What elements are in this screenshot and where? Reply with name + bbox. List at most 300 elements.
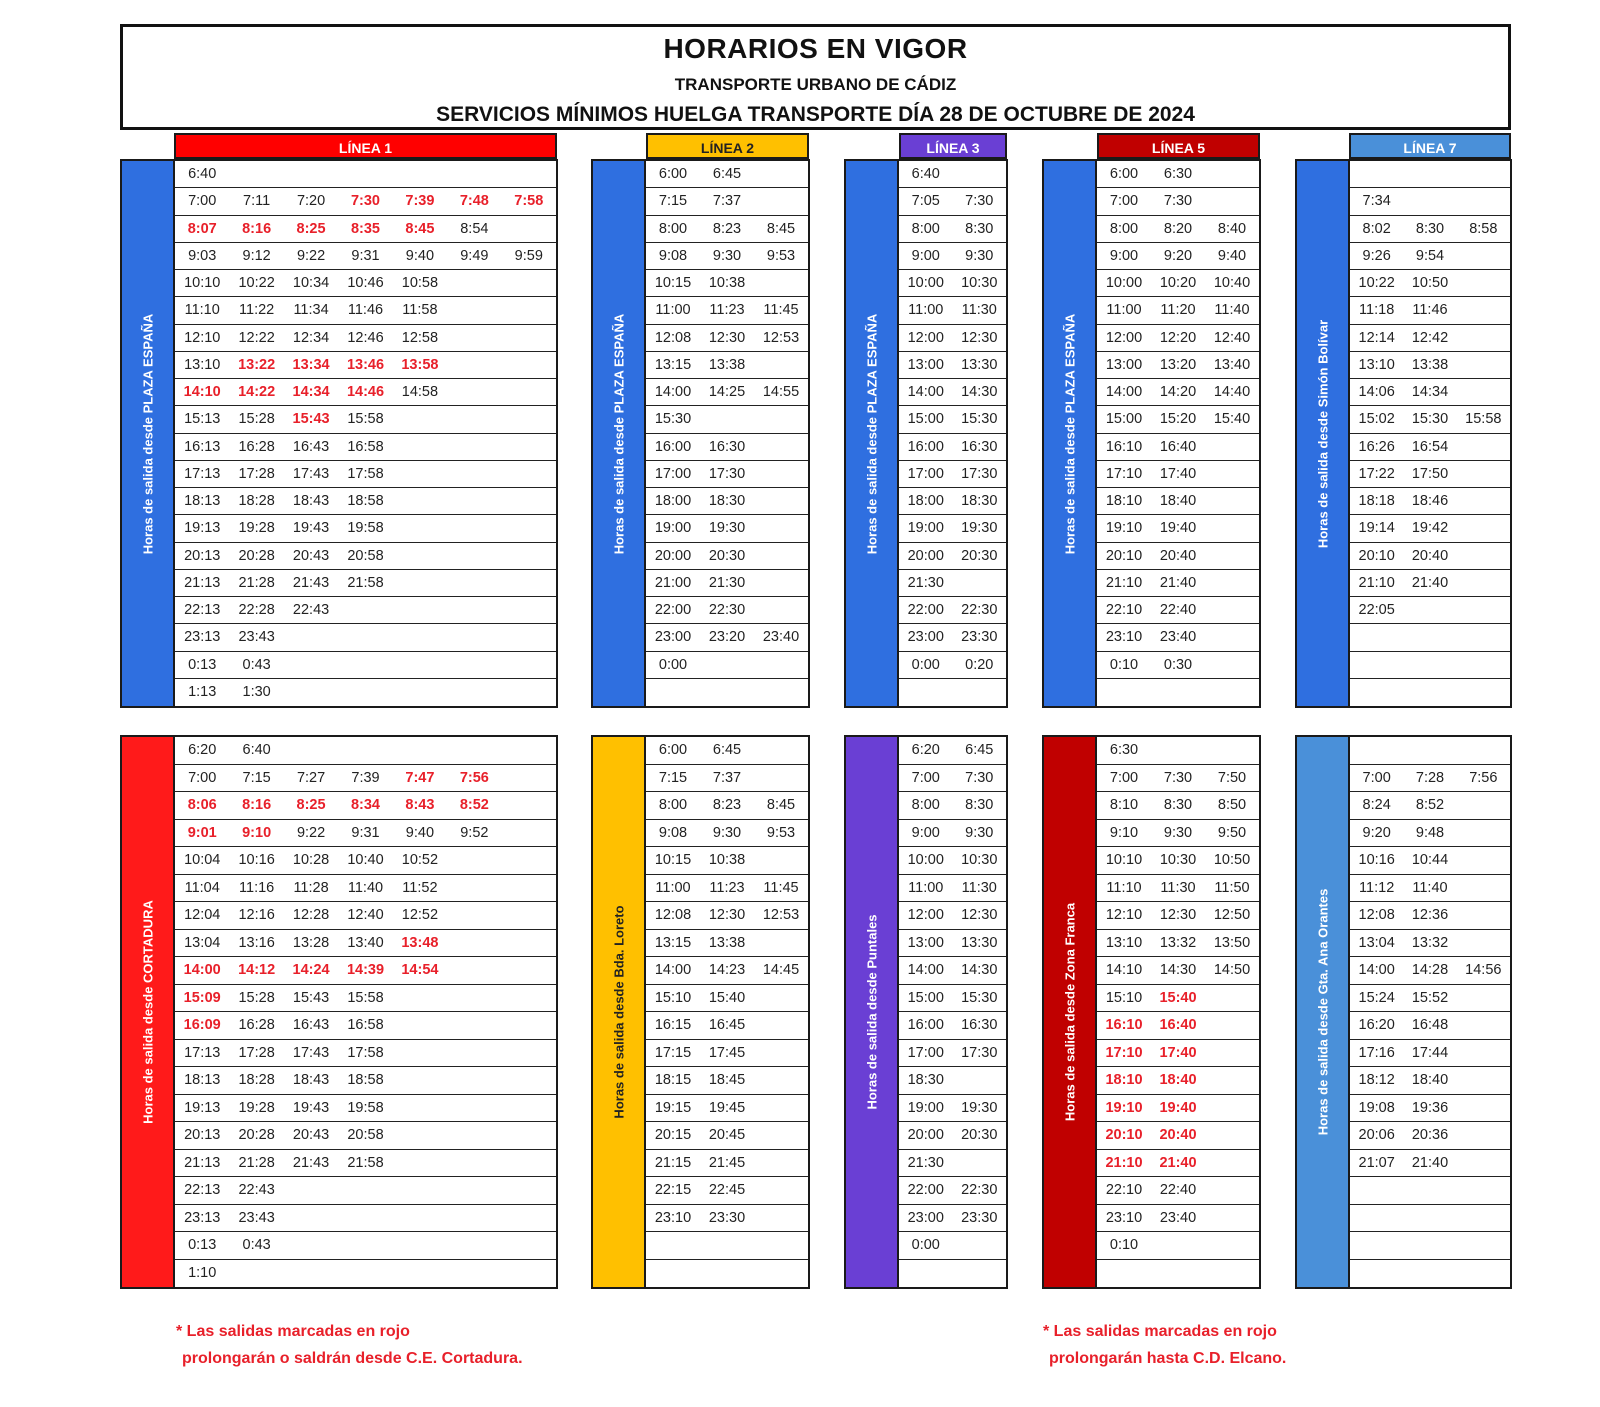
departure-time: 15:40 xyxy=(1159,989,1197,1006)
departure-time: 9:31 xyxy=(351,824,380,841)
departure-time: 9:03 xyxy=(188,247,217,264)
departure-time: 6:45 xyxy=(712,742,742,759)
departure-time: 20:13 xyxy=(184,1127,221,1144)
table-row xyxy=(175,570,556,597)
table-row xyxy=(175,985,556,1013)
departure-time: 12:04 xyxy=(184,907,221,924)
table-row xyxy=(175,379,556,406)
table-row xyxy=(646,737,808,765)
note-left-line1: * Las salidas marcadas en rojo xyxy=(176,1323,410,1340)
departure-time: 9:30 xyxy=(965,824,994,841)
departure-time: 17:13 xyxy=(184,1044,221,1061)
table-row xyxy=(175,1177,556,1205)
table-row xyxy=(1350,570,1510,597)
table-row xyxy=(1097,765,1259,793)
line-label-text: LÍNEA 3 xyxy=(926,140,980,156)
departure-time: 12:20 xyxy=(1159,329,1197,346)
departure-time: 22:30 xyxy=(961,1182,998,1199)
departure-time: 10:44 xyxy=(1411,852,1449,869)
departure-time: 11:23 xyxy=(709,302,745,319)
departure-time: 17:10 xyxy=(1105,1044,1143,1061)
departure-time: 12:53 xyxy=(762,329,800,346)
departure-time: 19:40 xyxy=(1159,520,1197,537)
table-row xyxy=(899,270,1006,297)
departure-time: 12:30 xyxy=(961,907,998,924)
table-row xyxy=(1350,930,1510,958)
table-row xyxy=(1097,352,1259,379)
departure-time: 16:20 xyxy=(1358,1017,1395,1034)
table-row xyxy=(646,461,808,488)
departure-time: 19:14 xyxy=(1358,520,1395,537)
departure-time: 23:00 xyxy=(654,629,692,646)
table-row xyxy=(1350,597,1510,624)
departure-time: 14:55 xyxy=(762,384,800,401)
departure-time: 11:10 xyxy=(1106,879,1142,896)
table-row xyxy=(899,737,1006,765)
schedule-table xyxy=(897,159,1008,708)
departure-time: 7:30 xyxy=(965,769,994,786)
departure-time: 20:58 xyxy=(347,547,384,564)
departure-time: 8:16 xyxy=(242,220,272,237)
departure-time: 13:38 xyxy=(708,356,746,373)
departure-time: 17:30 xyxy=(708,465,746,482)
departure-time: 15:58 xyxy=(347,411,384,428)
departure-time: 17:10 xyxy=(1105,465,1143,482)
departure-time: 7:50 xyxy=(1217,769,1247,786)
table-row xyxy=(175,352,556,379)
departure-time: 18:43 xyxy=(292,1072,330,1089)
departure-time: 18:40 xyxy=(1159,1072,1197,1089)
table-row xyxy=(175,1040,556,1068)
table-row xyxy=(899,1095,1006,1123)
departure-time: 19:10 xyxy=(1105,520,1143,537)
schedule-table xyxy=(1095,159,1261,708)
departure-time: 18:40 xyxy=(1159,493,1197,510)
departure-time: 13:00 xyxy=(907,356,944,373)
departure-time: 19:43 xyxy=(292,520,330,537)
departure-time: 15:09 xyxy=(183,989,221,1006)
table-row xyxy=(1097,792,1259,820)
table-row xyxy=(646,765,808,793)
departure-time: 7:28 xyxy=(1415,769,1445,786)
table-row xyxy=(646,1122,808,1150)
departure-time: 7:00 xyxy=(188,769,217,786)
departure-time: 8:00 xyxy=(1109,220,1139,237)
table-row xyxy=(646,352,808,379)
departure-time: 20:40 xyxy=(1411,547,1449,564)
departure-time: 13:16 xyxy=(238,934,275,951)
table-row xyxy=(1097,188,1259,215)
departure-time: 17:13 xyxy=(184,465,221,482)
departure-time: 16:26 xyxy=(1358,438,1395,455)
departure-time: 19:13 xyxy=(184,520,221,537)
departure-time: 11:00 xyxy=(655,879,691,896)
departure-time: 16:28 xyxy=(238,1017,275,1034)
departure-time: 13:38 xyxy=(1411,356,1449,373)
table-row xyxy=(1097,624,1259,651)
departure-time: 13:40 xyxy=(1213,356,1251,373)
departure-time: 9:10 xyxy=(1109,824,1139,841)
departure-time: 0:13 xyxy=(188,1237,217,1254)
table-row xyxy=(1350,434,1510,461)
table-row xyxy=(899,765,1006,793)
departure-time: 22:40 xyxy=(1159,602,1197,619)
departure-time: 13:10 xyxy=(1105,934,1143,951)
departure-time: 18:13 xyxy=(184,493,221,510)
departure-time: 10:46 xyxy=(347,275,384,292)
departure-time: 14:22 xyxy=(238,384,276,401)
line-label-7 xyxy=(1349,133,1511,159)
departure-time: 17:30 xyxy=(961,465,998,482)
table-row xyxy=(646,379,808,406)
departure-time: 23:00 xyxy=(907,629,944,646)
departure-time: 15:30 xyxy=(654,411,692,428)
departure-time: 13:04 xyxy=(184,934,221,951)
departure-time: 23:30 xyxy=(961,1209,998,1226)
departure-time: 19:40 xyxy=(1159,1099,1197,1116)
departure-time: 13:40 xyxy=(347,934,384,951)
table-row xyxy=(1350,352,1510,379)
panel-l3-top xyxy=(844,159,1008,708)
departure-time: 17:15 xyxy=(654,1044,692,1061)
departure-time: 7:20 xyxy=(296,193,326,210)
table-row xyxy=(899,1012,1006,1040)
table-row xyxy=(1097,597,1259,624)
table-row xyxy=(175,652,556,679)
departure-point-bar xyxy=(120,735,175,1289)
departure-time: 13:22 xyxy=(238,356,276,373)
departure-time: 17:40 xyxy=(1159,1044,1197,1061)
departure-time: 21:40 xyxy=(1411,574,1449,591)
departure-time: 12:36 xyxy=(1411,907,1449,924)
departure-time: 6:20 xyxy=(188,742,217,759)
departure-time: 12:58 xyxy=(401,329,439,346)
departure-time: 9:31 xyxy=(351,247,380,264)
departure-time: 12:53 xyxy=(762,907,800,924)
table-row xyxy=(175,243,556,270)
departure-time: 20:30 xyxy=(708,547,746,564)
departure-time: 11:40 xyxy=(1412,879,1448,896)
departure-time: 23:10 xyxy=(654,1209,692,1226)
departure-time: 16:48 xyxy=(1411,1017,1449,1034)
departure-time: 7:47 xyxy=(405,769,435,786)
table-row xyxy=(1097,847,1259,875)
departure-time: 6:00 xyxy=(1109,166,1139,183)
table-row xyxy=(899,792,1006,820)
departure-time: 10:38 xyxy=(708,275,746,292)
panel-l3-bot xyxy=(844,735,1008,1289)
departure-time: 10:52 xyxy=(401,852,439,869)
departure-time: 10:10 xyxy=(184,275,221,292)
table-row xyxy=(1097,1122,1259,1150)
departure-time: 18:28 xyxy=(238,493,275,510)
table-row xyxy=(175,875,556,903)
departure-time: 6:45 xyxy=(965,742,994,759)
departure-time: 7:15 xyxy=(658,193,688,210)
departure-time: 21:43 xyxy=(292,574,330,591)
departure-time: 20:15 xyxy=(654,1127,692,1144)
departure-time: 7:58 xyxy=(514,193,544,210)
table-row xyxy=(646,161,808,188)
departure-time: 13:15 xyxy=(654,356,692,373)
departure-time: 6:40 xyxy=(242,742,271,759)
departure-time: 16:43 xyxy=(292,1017,330,1034)
table-row xyxy=(1097,1232,1259,1260)
departure-time: 10:10 xyxy=(1105,852,1143,869)
departure-time: 17:22 xyxy=(1358,465,1395,482)
departure-time: 7:37 xyxy=(712,769,742,786)
departure-time: 9:00 xyxy=(1109,247,1139,264)
table-row xyxy=(175,161,556,188)
departure-time: 8:45 xyxy=(405,220,435,237)
departure-time: 15:52 xyxy=(1411,989,1449,1006)
departure-time: 9:52 xyxy=(460,824,489,841)
departure-time: 23:30 xyxy=(708,1209,746,1226)
departure-time: 15:30 xyxy=(961,989,998,1006)
table-row xyxy=(646,902,808,930)
departure-time: 11:04 xyxy=(184,879,220,896)
departure-time: 9:00 xyxy=(911,824,940,841)
departure-time: 20:06 xyxy=(1358,1127,1395,1144)
departure-time: 12:30 xyxy=(1159,907,1197,924)
line-label-5 xyxy=(1097,133,1260,159)
departure-time: 10:38 xyxy=(708,852,746,869)
departure-time: 18:58 xyxy=(347,1072,384,1089)
departure-time: 16:15 xyxy=(654,1017,692,1034)
departure-time: 7:00 xyxy=(911,769,940,786)
departure-time: 8:20 xyxy=(1163,220,1193,237)
table-row xyxy=(175,270,556,297)
table-row xyxy=(175,216,556,243)
departure-time: 14:00 xyxy=(907,962,944,979)
departure-time: 12:08 xyxy=(654,907,692,924)
departure-time: 15:28 xyxy=(238,411,275,428)
table-row xyxy=(175,1012,556,1040)
table-row xyxy=(646,875,808,903)
departure-time: 17:30 xyxy=(961,1044,998,1061)
departure-time: 7:39 xyxy=(351,769,380,786)
table-row xyxy=(899,434,1006,461)
table-row xyxy=(1350,188,1510,215)
departure-time: 8:25 xyxy=(296,797,326,814)
line-label-text: LÍNEA 5 xyxy=(1151,140,1206,156)
table-row xyxy=(1097,679,1259,706)
departure-time: 14:34 xyxy=(1411,384,1449,401)
departure-point-label: Horas de salida desde Zona Franca xyxy=(1062,902,1077,1122)
departure-time: 19:28 xyxy=(238,1099,275,1116)
departure-time: 14:20 xyxy=(1159,384,1197,401)
departure-time: 7:27 xyxy=(296,769,326,786)
departure-time: 20:30 xyxy=(961,547,998,564)
departure-time: 18:45 xyxy=(708,1072,746,1089)
departure-time: 21:40 xyxy=(1411,1154,1449,1171)
departure-time: 20:40 xyxy=(1159,547,1197,564)
departure-time: 8:40 xyxy=(1217,220,1247,237)
departure-time: 13:46 xyxy=(346,356,385,373)
departure-time: 23:40 xyxy=(1159,629,1197,646)
departure-time: 20:36 xyxy=(1411,1127,1449,1144)
departure-time: 6:30 xyxy=(1109,742,1139,759)
table-row xyxy=(175,679,556,706)
table-row xyxy=(646,325,808,352)
departure-time: 22:00 xyxy=(907,1182,944,1199)
departure-time: 16:45 xyxy=(708,1017,746,1034)
departure-time: 20:10 xyxy=(1105,547,1143,564)
departure-time: 20:43 xyxy=(292,547,330,564)
departure-time: 18:30 xyxy=(961,493,998,510)
departure-time: 9:53 xyxy=(766,824,796,841)
departure-time: 23:30 xyxy=(961,629,998,646)
line-label-3 xyxy=(899,133,1007,159)
table-row xyxy=(646,570,808,597)
departure-time: 7:30 xyxy=(1163,193,1193,210)
departure-time: 7:39 xyxy=(405,193,435,210)
departure-time: 17:28 xyxy=(238,465,275,482)
departure-time: 22:30 xyxy=(708,602,746,619)
departure-time: 23:13 xyxy=(184,1209,221,1226)
table-row xyxy=(646,652,808,679)
table-row xyxy=(646,188,808,215)
departure-time: 17:00 xyxy=(907,1044,944,1061)
departure-time: 9:59 xyxy=(514,247,543,264)
departure-time: 10:50 xyxy=(1411,275,1449,292)
table-row xyxy=(175,930,556,958)
table-row xyxy=(646,297,808,324)
table-row xyxy=(1097,406,1259,433)
table-row xyxy=(1350,985,1510,1013)
departure-time: 8:43 xyxy=(405,797,435,814)
table-row xyxy=(175,406,556,433)
departure-time: 8:23 xyxy=(712,797,742,814)
departure-time: 8:52 xyxy=(459,797,489,814)
departure-time: 8:16 xyxy=(242,797,272,814)
table-row xyxy=(646,957,808,985)
table-row xyxy=(175,847,556,875)
departure-time: 21:40 xyxy=(1159,1154,1197,1171)
departure-point-bar xyxy=(591,159,646,708)
table-row xyxy=(1097,737,1259,765)
table-row xyxy=(1097,652,1259,679)
departure-time: 14:28 xyxy=(1411,962,1449,979)
departure-time: 18:40 xyxy=(1411,1072,1449,1089)
table-row xyxy=(899,1040,1006,1068)
table-row xyxy=(175,515,556,542)
departure-time: 11:52 xyxy=(402,879,438,896)
departure-time: 8:00 xyxy=(911,220,940,237)
table-row xyxy=(646,1067,808,1095)
departure-time: 15:58 xyxy=(1465,411,1502,428)
departure-time: 7:15 xyxy=(242,769,271,786)
table-row xyxy=(1350,1150,1510,1178)
table-row xyxy=(175,1260,556,1288)
departure-time: 16:58 xyxy=(347,438,384,455)
departure-time: 9:22 xyxy=(296,824,326,841)
departure-time: 7:56 xyxy=(459,769,489,786)
departure-point-label: Horas de salida desde Simón Bolívar xyxy=(1315,319,1330,548)
departure-time: 11:46 xyxy=(1412,302,1448,319)
schedule-table xyxy=(173,735,558,1289)
departure-time: 15:30 xyxy=(961,411,998,428)
departure-time: 10:22 xyxy=(1358,275,1395,292)
departure-time: 15:20 xyxy=(1159,411,1197,428)
departure-time: 10:34 xyxy=(292,275,330,292)
departure-time: 21:13 xyxy=(184,574,221,591)
table-row xyxy=(1097,1177,1259,1205)
table-row xyxy=(899,957,1006,985)
departure-time: 11:30 xyxy=(1160,879,1196,896)
table-row xyxy=(1097,434,1259,461)
departure-time: 23:10 xyxy=(1105,629,1143,646)
departure-time: 12:42 xyxy=(1411,329,1449,346)
departure-time: 15:00 xyxy=(1105,411,1143,428)
departure-time: 7:30 xyxy=(965,193,994,210)
departure-time: 22:28 xyxy=(238,602,275,619)
table-row xyxy=(1350,325,1510,352)
departure-time: 13:32 xyxy=(1411,934,1449,951)
table-row xyxy=(646,1150,808,1178)
departure-time: 12:00 xyxy=(907,907,944,924)
table-row xyxy=(1097,570,1259,597)
table-row xyxy=(175,461,556,488)
table-row xyxy=(899,652,1006,679)
departure-time: 13:28 xyxy=(292,934,330,951)
table-row xyxy=(899,820,1006,848)
table-row xyxy=(646,1095,808,1123)
departure-time: 8:02 xyxy=(1362,220,1391,237)
departure-time: 14:45 xyxy=(762,962,800,979)
departure-time: 12:28 xyxy=(292,907,330,924)
departure-time: 23:43 xyxy=(238,1209,275,1226)
table-row xyxy=(646,985,808,1013)
note-left xyxy=(176,1318,523,1372)
departure-time: 17:58 xyxy=(347,1044,384,1061)
departure-time: 12:52 xyxy=(401,907,439,924)
table-row xyxy=(899,570,1006,597)
departure-time: 14:00 xyxy=(654,384,692,401)
table-row xyxy=(899,406,1006,433)
departure-time: 9:10 xyxy=(242,824,272,841)
table-row xyxy=(1350,624,1510,651)
departure-time: 9:30 xyxy=(965,247,994,264)
departure-time: 15:58 xyxy=(347,989,384,1006)
departure-time: 13:00 xyxy=(1105,356,1143,373)
departure-time: 18:12 xyxy=(1358,1072,1395,1089)
departure-time: 14:00 xyxy=(183,962,221,979)
table-row xyxy=(646,1177,808,1205)
table-row xyxy=(175,792,556,820)
table-row xyxy=(899,930,1006,958)
departure-time: 23:20 xyxy=(708,629,746,646)
table-row xyxy=(175,543,556,570)
table-row xyxy=(899,161,1006,188)
table-row xyxy=(899,875,1006,903)
departure-time: 10:15 xyxy=(654,275,692,292)
departure-time: 12:46 xyxy=(347,329,384,346)
table-row xyxy=(1350,1122,1510,1150)
departure-time: 18:13 xyxy=(184,1072,221,1089)
departure-point-bar xyxy=(120,159,175,708)
schedule-header xyxy=(120,24,1511,130)
departure-time: 14:30 xyxy=(1159,962,1197,979)
departure-time: 18:43 xyxy=(292,493,330,510)
departure-time: 8:54 xyxy=(460,220,489,237)
departure-time: 13:38 xyxy=(708,934,746,951)
departure-time: 12:30 xyxy=(961,329,998,346)
line-label-text: LÍNEA 7 xyxy=(1403,140,1457,156)
departure-time: 8:00 xyxy=(658,220,688,237)
departure-time: 16:30 xyxy=(961,438,998,455)
departure-time: 15:28 xyxy=(238,989,275,1006)
